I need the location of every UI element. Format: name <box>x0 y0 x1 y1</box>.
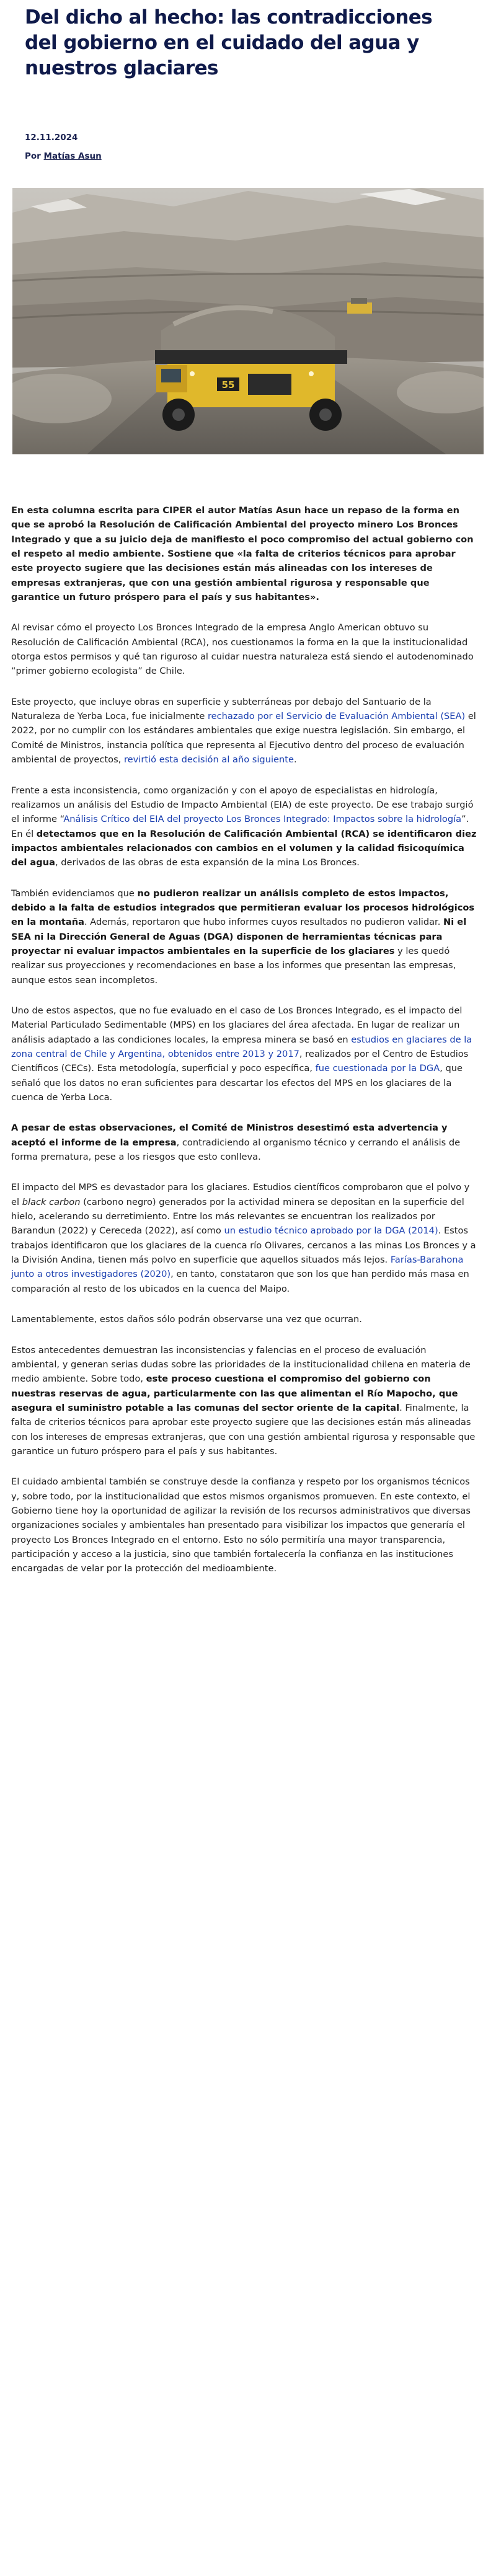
article-title: Del dicho al hecho: las contradicciones del gobierno en el cuidado del agua y nuestros glaciares <box>25 6 433 80</box>
hero-image <box>12 188 484 454</box>
paragraph-text: y les quedó realizar sus proyecciones y recomendaciones en base a los informes que presentan las empresas, aunque estos sean incompletos. <box>11 945 456 986</box>
paragraph-11 <box>11 1475 477 1576</box>
truck-number: 55 <box>221 379 235 390</box>
lead-paragraph <box>11 503 477 604</box>
paragraph-text: . Además, reportaron que hubo informes cuyos resultados no pudieron validar. <box>84 917 443 928</box>
byline-label: Por <box>25 151 41 161</box>
paragraph-4 <box>11 783 477 870</box>
article-header <box>0 0 496 161</box>
paragraph-8 <box>11 1180 477 1296</box>
paragraph-text: También evidenciamos que <box>11 888 138 899</box>
link-sea-rechazo[interactable]: rechazado por el Servicio de Evaluación Ambiental (SEA) <box>208 711 466 722</box>
paragraph-text: ”. En él <box>11 814 469 839</box>
paragraph-text: , derivados de las obras de esta expansión de la mina Los Bronces. <box>55 857 360 868</box>
bold-text: A pesar de estas observaciones, el Comité de Ministros desestimó esta advertencia y aceptó el informe de la empresa <box>11 1123 448 1148</box>
paragraph-text: Frente a esta inconsistencia, como organización y con el apoyo de especialistas en hidrología, realizamos un análisis del Estudio de Impacto Ambiental (EIA) de este proyecto. De ese trabajo surgió el informe “ <box>11 785 474 825</box>
article-body <box>11 503 477 1592</box>
bold-text: este proceso cuestiona el compromiso del gobierno con nuestras reservas de agua, particularmente con las que alimentan el Río Mapocho, que asegura el suministro potable a las comunas del sector oriente de la capital <box>11 1374 458 1413</box>
paragraph-10 <box>11 1343 477 1459</box>
paragraph-text: el 2022, por no cumplir con los estándares ambientales que exige nuestra legislación. Sin embargo, el Comité de Ministros, instancia política que representa al Ejecutivo dentro del proceso de evaluación ambiental de proyectos, <box>11 711 476 765</box>
paragraph-text: Al revisar cómo el proyecto Los Bronces Integrado de la empresa Anglo American obtuvo su Resolución de Calificación Ambiental (RCA), nos cuestionamos la forma en la que la institucionalidad otorga estos permisos y qué tan riguroso al cuidar nuestra naturaleza está siendo el autodenominado “primer gobierno ecologista” de Chile. <box>11 622 474 677</box>
paragraph-text: Uno de estos aspectos, que no fue evaluado en el caso de Los Bronces Integrado, es el impacto del Material Particulado Sedimentable (MPS) en los glaciares del área afectada. En lugar de realizar un análisis adaptado a las condiciones locales, la empresa minera se basó en <box>11 1005 463 1045</box>
link-farias-barahona[interactable]: Farías-Barahona junto a otros investigadores (2020) <box>11 1255 464 1280</box>
link-cuestionada-dga[interactable]: fue cuestionada por la DGA <box>315 1063 440 1074</box>
article-meta <box>25 133 484 161</box>
paragraph-6 <box>11 1003 477 1105</box>
paragraph-text: . Finalmente, la falta de criterios técnicos para aprobar este proyecto sugiere que las decisiones están más alineadas con los intereses de empresas extranjeras, que con una gestión ambiental rigurosa y responsable que garantice un futuro próspero para el país y sus habitantes. <box>11 1402 476 1457</box>
paragraph-7 <box>11 1121 477 1164</box>
paragraph-text: El impacto del MPS es devastador para los glaciares. Estudios científicos comprobaron que el polvo y el <box>11 1182 470 1207</box>
link-informe-analisis-critico[interactable]: Análisis Crítico del EIA del proyecto Los Bronces Integrado: Impactos sobre la hidrología <box>63 814 462 825</box>
paragraph-2 <box>11 620 477 678</box>
paragraph-text: , contradiciendo al organismo técnico y cerrando el análisis de forma prematura, pese a los riesgos que esto conlleva. <box>11 1137 461 1163</box>
link-estudio-tecnico-dga[interactable]: un estudio técnico aprobado por la DGA (2014) <box>224 1225 438 1237</box>
paragraph-text: Lamentablemente, estos daños sólo podrán observarse una vez que ocurran. <box>11 1314 362 1325</box>
publish-date: 12.11.2024 <box>25 132 78 143</box>
paragraph-text: Estos antecedentes demuestran las inconsistencias y falencias en el proceso de evaluación ambiental, y generan serias dudas sobre las prioridades de la institucionalidad chilena en materia de medio ambiente. Sobre todo, <box>11 1344 471 1385</box>
bold-text: no pudieron realizar un análisis completo de estos impactos, debido a la falta de estudios integrados que permitieran evaluar los procesos hidrológicos en la montaña <box>11 888 475 928</box>
link-revirtio-decision[interactable]: revirtió esta decisión al año siguiente <box>124 754 294 765</box>
paragraph-text: . Estos trabajos identificaron que los glaciares de la cuenca río Olivares, cercanos a las minas Los Bronces y a la División Andina, tienen más polvo en superficie que aquellos situados más lejos. <box>11 1225 476 1266</box>
bold-text: detectamos que en la Resolución de Calificación Ambiental (RCA) se identificaron diez impactos ambientales relacionados con cambios en el volumen y la calidad fisicoquímica del agua <box>11 828 477 868</box>
link-estudios-glaciares[interactable]: estudios en glaciares de la zona central de Chile y Argentina, obtenidos entre 2013 y 2017 <box>11 1034 472 1059</box>
bold-text: Ni el SEA ni la Dirección General de Aguas (DGA) disponen de herramientas técnicas para proyectar ni evaluar impactos ambientales en la superficie de los glaciares <box>11 917 467 956</box>
paragraph-text: , realizados por el Centro de Estudios Científicos (CECs). Esta metodología, superficial y poco específica, <box>11 1049 469 1074</box>
paragraph-text: , en tanto, constataron que son los que han perdido más masa en comparación al resto de los ubicados en la cuenca del Maipo. <box>11 1269 469 1294</box>
paragraph-5 <box>11 886 477 987</box>
paragraph-9 <box>11 1312 477 1326</box>
paragraph-3 <box>11 695 477 767</box>
lead-text: En esta columna escrita para CIPER el autor Matías Asun hace un repaso de la forma en que se aprobó la Resolución de Calificación Ambiental del proyecto minero Los Bronces Integrado y que a su juicio deja de manifiesto el poco compromiso del actual gobierno con el respeto al medio ambiente. Sostiene que «la falta de criterios técnicos para aprobar este proyecto sugiere que las decisiones están más alineadas con los intereses de empresas extranjeras, que con una gestión ambiental rigurosa y responsable que garantice un futuro próspero para el país y sus habitantes». <box>11 505 474 603</box>
author-link[interactable]: Matías Asun <box>43 151 102 161</box>
paragraph-text: , que señaló que los datos no eran suficientes para descartar los efectos del MPS en los glaciares de la cuenca de Yerba Loca. <box>11 1063 463 1103</box>
byline <box>25 151 484 161</box>
paragraph-text: Este proyecto, que incluye obras en superficie y subterráneas por debajo del Santuario de la Naturaleza de Yerba Loca, fue inicialmente <box>11 696 432 722</box>
italic-text: black carbon <box>22 1196 81 1207</box>
paragraph-text: (carbono negro) generados por la actividad minera se depositan en la superficie del hielo, acelerando su derretimiento. Entre los más relevantes se encuentran los realizados por Barandun (2022) y Cereceda (2022), así como <box>11 1196 464 1237</box>
paragraph-text: El cuidado ambiental también se construye desde la confianza y respeto por los organismos técnicos y, sobre todo, por la institucionalidad que estos mismos organismos promueven. En este contexto, el Gobierno tiene hoy la oportunidad de agilizar la revisión de los recursos administrativos que diversas organizaciones sociales y ambientales han presentado para visibilizar los impactos que generaría el proyecto Los Bronces Integrado en el entorno. Esto no sólo permitiría una mayor transparencia, participación y acceso a la justicia, sino que también fortalecería la confianza en las instituciones encargadas de velar por la protección del medioambiente. <box>11 1476 471 1574</box>
paragraph-text: . <box>293 754 297 765</box>
